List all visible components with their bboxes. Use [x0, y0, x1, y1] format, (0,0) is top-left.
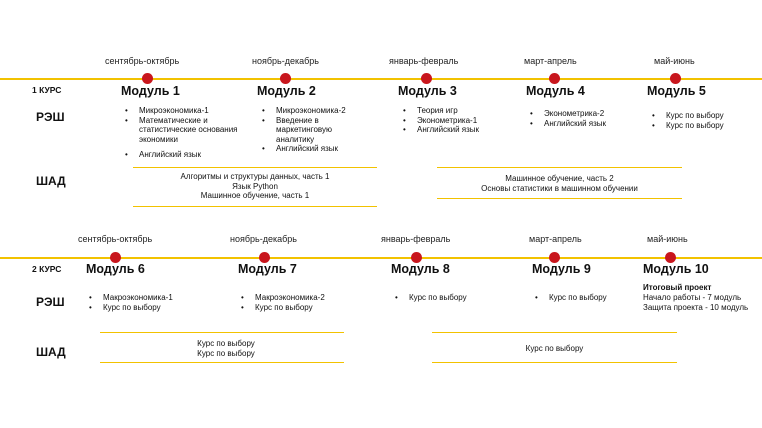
shad-block — [133, 172, 377, 201]
shad-block — [437, 174, 682, 193]
separator-line — [100, 362, 344, 363]
module-title: Модуль 3 — [398, 84, 457, 98]
course-item: • Математические и статистические основания экономики — [125, 116, 243, 145]
course-item: • Английский язык — [403, 125, 513, 135]
course-item: • Английский язык — [125, 150, 243, 160]
period-label: март-апрель — [529, 234, 582, 244]
course-list — [262, 106, 362, 154]
period-label: сентябрь-октябрь — [105, 56, 180, 66]
course-item: • Теория игр — [403, 106, 513, 116]
course-item: • Курс по выбору — [241, 303, 361, 313]
shad-course: Основы статистики в машинном обучении — [481, 183, 638, 193]
module-title: Модуль 4 — [526, 84, 585, 98]
shad-course: Алгоритмы и структуры данных, часть 1 — [180, 172, 330, 181]
module-dot — [421, 73, 432, 84]
shad-course: Машинное обучение, часть 1 — [200, 191, 310, 201]
period-label: ноябрь-декабрь — [252, 56, 319, 66]
course-list — [125, 106, 243, 160]
shad-course: Курс по выбору — [197, 348, 255, 358]
final-project — [643, 283, 748, 313]
course-list — [535, 293, 635, 303]
course-item: • Английский язык — [262, 144, 362, 154]
final-project-title: Итоговый проект — [643, 283, 712, 292]
shad-row-label: ШАД — [36, 174, 66, 188]
module-title: Модуль 7 — [238, 262, 297, 276]
period-label: январь-февраль — [381, 234, 451, 244]
shad-row-label: ШАД — [36, 345, 66, 359]
shad-course: Машинное обучение, часть 2 — [505, 174, 614, 183]
course-list — [652, 111, 752, 130]
course-list — [395, 293, 505, 303]
separator-line — [437, 167, 682, 168]
resh-row-label: РЭШ — [36, 295, 65, 309]
module-dot — [142, 73, 153, 84]
module-title: Модуль 1 — [121, 84, 180, 98]
period-label: май-июнь — [654, 56, 695, 66]
course-item: • Эконометрика-2 — [530, 109, 640, 119]
course-item: • Курс по выбору — [652, 121, 752, 131]
module-dot — [549, 73, 560, 84]
course-item: • Курс по выбору — [395, 293, 505, 303]
shad-block — [432, 344, 677, 354]
shad-course: Язык Python — [232, 181, 278, 191]
course-item: • Курс по выбору — [89, 303, 209, 313]
course-list — [241, 293, 361, 312]
course-list — [530, 109, 640, 128]
module-title: Модуль 9 — [532, 262, 591, 276]
course-item: • Микроэкономика-2 — [262, 106, 362, 116]
module-dot — [280, 73, 291, 84]
period-label: май-июнь — [647, 234, 688, 244]
course-item: • Эконометрика-1 — [403, 116, 513, 126]
course-item: • Курс по выбору — [535, 293, 635, 303]
course-list — [89, 293, 209, 312]
course-item: • Макроэкономика-1 — [89, 293, 209, 303]
module-title: Модуль 8 — [391, 262, 450, 276]
separator-line — [133, 206, 377, 207]
final-project-line: Начало работы - 7 модуль — [643, 293, 742, 302]
year2-label: 2 КУРС — [32, 264, 62, 274]
course-item: • Курс по выбору — [652, 111, 752, 121]
course-item: • Макроэкономика-2 — [241, 293, 361, 303]
final-project-line: Защита проекта - 10 модуль — [643, 303, 749, 312]
course-item: • Английский язык — [530, 119, 640, 129]
shad-course: Курс по выбору — [197, 339, 255, 348]
course-list — [403, 106, 513, 135]
separator-line — [432, 332, 677, 333]
separator-line — [133, 167, 377, 168]
shad-block — [100, 339, 352, 358]
separator-line — [100, 332, 344, 333]
module-title: Модуль 10 — [643, 262, 709, 276]
timeline-year1 — [0, 78, 762, 80]
separator-line — [432, 362, 677, 363]
course-item: • Введение в маркетинговую аналитику — [262, 116, 362, 145]
module-title: Модуль 6 — [86, 262, 145, 276]
resh-row-label: РЭШ — [36, 110, 65, 124]
module-title: Модуль 5 — [647, 84, 706, 98]
course-item: • Микроэкономика-1 — [125, 106, 243, 116]
period-label: сентябрь-октябрь — [78, 234, 153, 244]
period-label: ноябрь-декабрь — [230, 234, 297, 244]
period-label: январь-февраль — [389, 56, 459, 66]
separator-line — [437, 198, 682, 199]
shad-course: Курс по выбору — [525, 344, 584, 353]
year1-label: 1 КУРС — [32, 85, 62, 95]
module-dot — [670, 73, 681, 84]
period-label: март-апрель — [524, 56, 577, 66]
module-title: Модуль 2 — [257, 84, 316, 98]
